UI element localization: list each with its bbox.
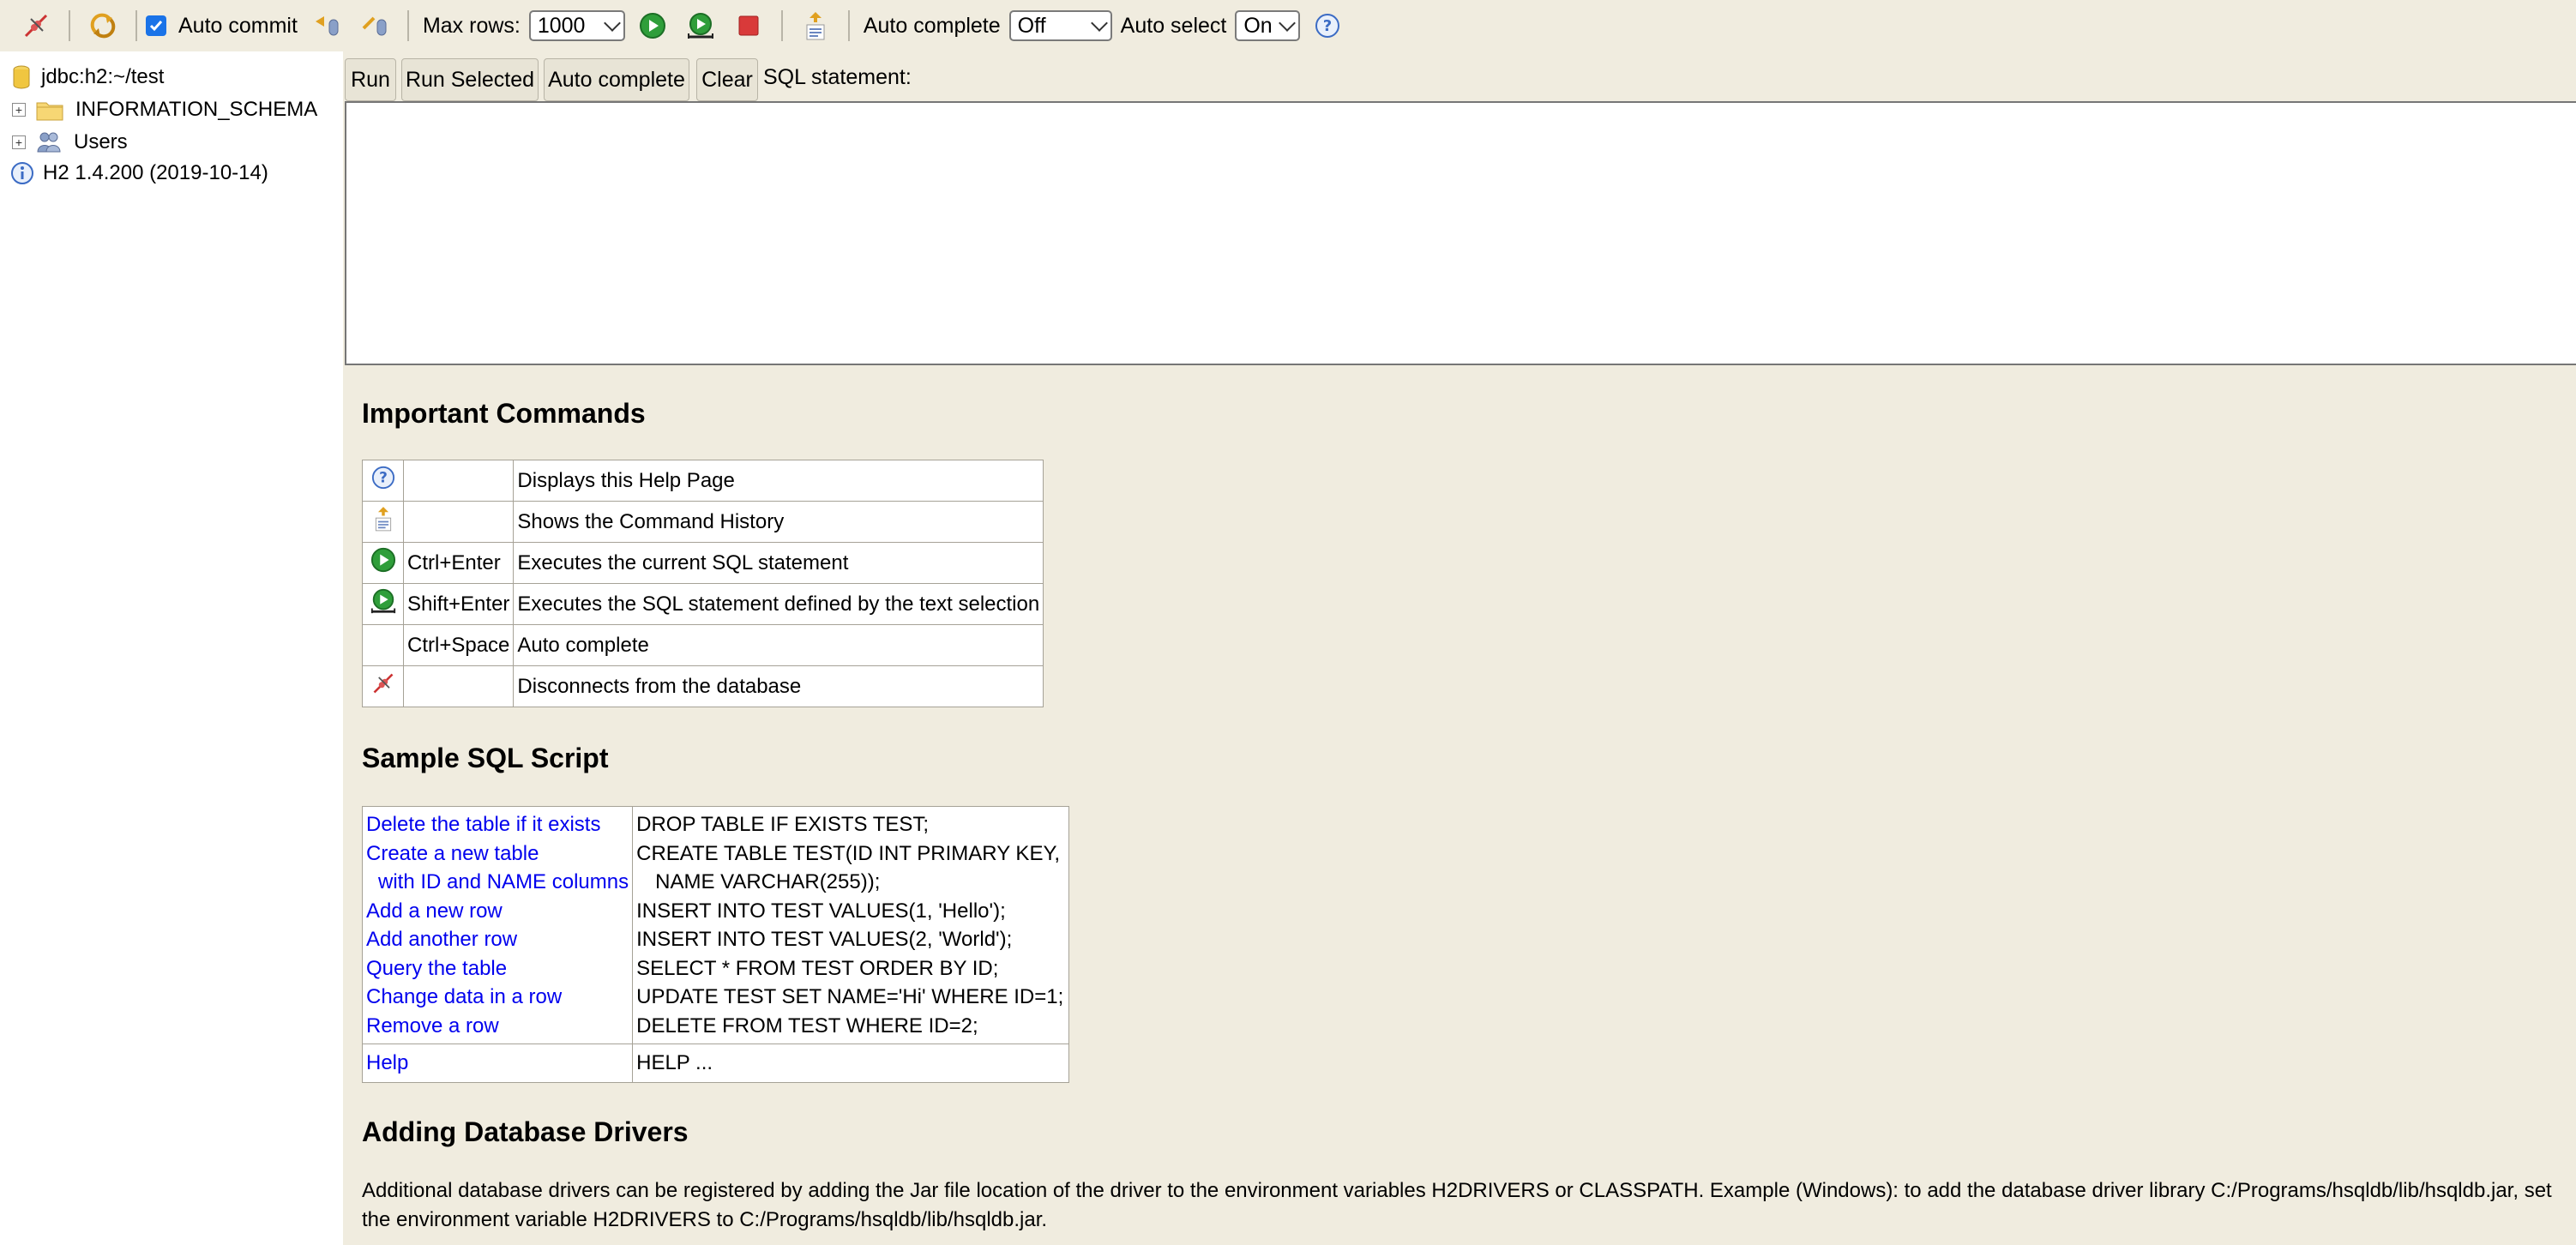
- command-key: Shift+Enter: [404, 584, 514, 625]
- auto-complete-value: Off: [1017, 13, 1046, 38]
- svg-text:?: ?: [378, 468, 388, 486]
- refresh-icon[interactable]: [87, 10, 118, 41]
- sample-link-change-data[interactable]: Change data in a row: [366, 985, 563, 1008]
- info-icon: [10, 161, 34, 185]
- auto-complete-label: Auto complete: [863, 13, 1001, 38]
- command-icon-cell: [363, 584, 404, 625]
- stop-icon[interactable]: [733, 10, 764, 41]
- command-icon-cell: [363, 625, 404, 666]
- table-row: [363, 460, 1044, 502]
- history-icon[interactable]: [800, 10, 831, 41]
- clear-button[interactable]: Clear: [696, 58, 758, 101]
- sql-input[interactable]: [345, 101, 2576, 365]
- command-description: Executes the SQL statement defined by the text selection: [514, 584, 1044, 625]
- svg-text:?: ?: [1323, 17, 1333, 35]
- command-key: Ctrl+Enter: [404, 543, 514, 584]
- sample-sql-cell: [633, 807, 1069, 1044]
- run-icon[interactable]: [637, 10, 668, 41]
- command-key: [404, 460, 514, 502]
- table-row: [363, 543, 1044, 584]
- sample-links-cell: [363, 807, 633, 1044]
- chevron-down-icon: [1279, 15, 1296, 32]
- tree-item-information-schema[interactable]: [12, 94, 317, 125]
- toolbar-separator: [69, 10, 70, 41]
- tree-item-label: Users: [74, 130, 128, 153]
- disconnect-icon[interactable]: [371, 671, 395, 695]
- commit-icon[interactable]: [311, 10, 342, 41]
- auto-select-value: On: [1243, 13, 1273, 38]
- sql-line: UPDATE TEST SET NAME='Hi' WHERE ID=1;: [636, 985, 1064, 1008]
- auto-commit-checkbox[interactable]: [146, 15, 166, 36]
- help-link-cell: [363, 1044, 633, 1083]
- tree-item-label: jdbc:h2:~/test: [41, 65, 165, 88]
- table-row: [363, 625, 1044, 666]
- users-icon: [36, 129, 62, 155]
- sql-line: DROP TABLE IF EXISTS TEST;: [636, 813, 930, 836]
- table-row: [363, 502, 1044, 543]
- toolbar-separator: [848, 10, 850, 41]
- run-selected-icon[interactable]: [685, 10, 716, 41]
- chevron-down-icon: [604, 15, 621, 32]
- toolbar-separator: [407, 10, 409, 41]
- command-key: [404, 502, 514, 543]
- toolbar-separator: [135, 10, 137, 41]
- tree-item-users[interactable]: [12, 127, 128, 158]
- table-row: [363, 1044, 1069, 1083]
- expand-icon[interactable]: +: [12, 103, 26, 117]
- sample-link-create-table[interactable]: Create a new table: [366, 841, 539, 865]
- sample-sql-heading: Sample SQL Script: [362, 743, 609, 773]
- run-icon[interactable]: [370, 547, 396, 573]
- drivers-description: Additional database drivers can be registered by adding the Jar file location of the driver to the environment variables H2DRIVERS or CLASSPATH. Example (Windows): to add the database driver library C:/Programs/hsqldb/lib/hsqldb.jar, set the environment variable H2DRIVERS to C:/Programs/hsqldb/lib/hsqldb.jar.: [362, 1179, 2552, 1231]
- command-description: Shows the Command History: [514, 502, 1044, 543]
- sql-line: SELECT * FROM TEST ORDER BY ID;: [636, 956, 999, 980]
- sample-link-help[interactable]: Help: [366, 1051, 409, 1074]
- sample-link-delete-table[interactable]: Delete the table if it exists: [366, 813, 601, 836]
- tree-item-connection[interactable]: [12, 62, 164, 93]
- table-row: [363, 584, 1044, 625]
- sample-link-add-another-row[interactable]: Add another row: [366, 928, 518, 951]
- run-selected-button[interactable]: Run Selected: [401, 58, 539, 101]
- toolbar: [0, 0, 2576, 51]
- sql-line: HELP ...: [636, 1051, 713, 1074]
- help-icon[interactable]: [1312, 10, 1343, 41]
- sample-sql-table: [362, 806, 1069, 1083]
- command-key: [404, 666, 514, 707]
- auto-select-select[interactable]: [1235, 10, 1300, 41]
- important-commands-heading: Important Commands: [362, 398, 646, 429]
- run-selected-icon[interactable]: [370, 587, 397, 615]
- sample-link-create-table-columns[interactable]: with ID and NAME columns: [378, 870, 629, 893]
- sql-statement-label: SQL statement:: [763, 65, 912, 89]
- tree-item-label: H2 1.4.200 (2019-10-14): [43, 161, 268, 184]
- auto-complete-button[interactable]: Auto complete: [544, 58, 689, 101]
- folder-icon: [36, 99, 63, 121]
- help-icon[interactable]: [371, 466, 395, 490]
- table-row: [363, 807, 1069, 1044]
- sql-line: NAME VARCHAR(255));: [655, 870, 881, 893]
- commands-table: [362, 460, 1044, 707]
- database-icon: [12, 65, 31, 89]
- command-description: Displays this Help Page: [514, 460, 1044, 502]
- command-icon-cell: [363, 460, 404, 502]
- command-icon-cell: [363, 502, 404, 543]
- command-description: Executes the current SQL statement: [514, 543, 1044, 584]
- help-panel: [343, 365, 2576, 1245]
- command-icon-cell: [363, 543, 404, 584]
- command-description: Disconnects from the database: [514, 666, 1044, 707]
- table-row: [363, 666, 1044, 707]
- sample-link-query-table[interactable]: Query the table: [366, 956, 508, 980]
- query-panel: [343, 51, 2576, 365]
- auto-select-label: Auto select: [1120, 13, 1227, 38]
- expand-icon[interactable]: +: [12, 135, 26, 149]
- history-icon[interactable]: [372, 505, 394, 532]
- rollback-icon[interactable]: [359, 10, 390, 41]
- command-description: Auto complete: [514, 625, 1044, 666]
- sql-line: INSERT INTO TEST VALUES(1, 'Hello');: [636, 899, 1006, 923]
- sql-line: DELETE FROM TEST WHERE ID=2;: [636, 1013, 978, 1038]
- sql-line: INSERT INTO TEST VALUES(2, 'World');: [636, 928, 1013, 951]
- object-tree: [0, 51, 343, 1245]
- sql-line: CREATE TABLE TEST(ID INT PRIMARY KEY,: [636, 841, 1061, 865]
- run-button[interactable]: Run: [345, 58, 396, 101]
- tree-item-version: [10, 158, 268, 189]
- max-rows-value: 1000: [537, 13, 586, 38]
- max-rows-select[interactable]: [529, 10, 625, 41]
- max-rows-label: Max rows:: [422, 13, 521, 38]
- disconnect-icon[interactable]: [21, 10, 51, 41]
- adding-drivers-heading: Adding Database Drivers: [362, 1116, 689, 1147]
- tree-item-label: INFORMATION_SCHEMA: [75, 98, 318, 121]
- auto-complete-select[interactable]: [1009, 10, 1112, 41]
- sample-link-remove-row[interactable]: Remove a row: [366, 1013, 499, 1038]
- toolbar-separator: [781, 10, 783, 41]
- command-key: Ctrl+Space: [404, 625, 514, 666]
- chevron-down-icon: [1091, 15, 1108, 32]
- auto-commit-label: Auto commit: [178, 13, 298, 38]
- sample-link-add-row[interactable]: Add a new row: [366, 899, 503, 923]
- command-icon-cell: [363, 666, 404, 707]
